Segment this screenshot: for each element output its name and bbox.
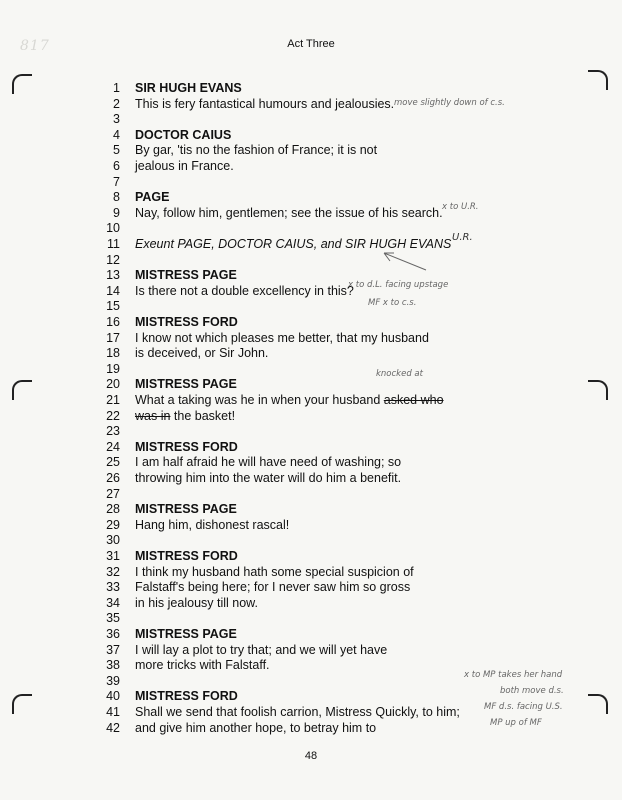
line-text [135, 96, 394, 112]
line-content: in his jealousy till now. [135, 595, 258, 610]
annotation: both move d.s. [500, 686, 564, 696]
dialogue-line [0, 174, 622, 190]
line-content: MISTRESS PAGE [135, 268, 237, 283]
line-content: What a taking was he in when your husband [135, 393, 381, 407]
dialogue-line [0, 345, 622, 361]
line-content: MISTRESS FORD [135, 689, 238, 704]
arrow-icon [380, 250, 430, 272]
line-content: PAGE [135, 190, 170, 205]
line-text [135, 127, 231, 143]
dialogue-line [0, 486, 622, 502]
line-number: 17 [106, 330, 120, 345]
line-number: 12 [106, 252, 120, 267]
dialogue-line [0, 610, 622, 626]
dialogue-line [0, 220, 622, 236]
line-text [135, 704, 460, 720]
dialogue-line [0, 579, 622, 595]
line-number: 38 [106, 658, 120, 673]
annotation: x to d.L. facing upstage [348, 280, 449, 290]
speaker-name-line [0, 439, 622, 455]
speaker-name-line [0, 626, 622, 642]
speaker-name-line [0, 548, 622, 564]
dialogue-line [0, 532, 622, 548]
line-content: I think my husband hath some special suspicion of [135, 564, 414, 579]
line-number: 24 [106, 439, 120, 454]
line-number: 10 [106, 221, 120, 236]
line-text [135, 267, 237, 283]
line-content: throwing him into the water will do him a benefit. [135, 471, 402, 485]
speaker-name-line [0, 80, 622, 96]
annotation: MF d.s. facing U.S. [484, 702, 563, 712]
dialogue-line [0, 142, 622, 158]
line-number: 35 [106, 611, 120, 626]
line-text [135, 548, 238, 564]
line-content: I know not which pleases me better, that my husband [135, 330, 429, 345]
line-text [135, 564, 414, 580]
line-number: 42 [106, 720, 120, 735]
annotation: MF x to c.s. [368, 298, 417, 308]
dialogue-line [0, 205, 622, 221]
line-number: 41 [106, 705, 120, 719]
dialogue-line [0, 392, 622, 408]
line-text [135, 205, 443, 221]
line-content: MISTRESS FORD [135, 315, 238, 329]
line-number: 34 [106, 595, 120, 610]
line-number: 27 [106, 486, 120, 501]
line-content: SIR HUGH EVANS [135, 81, 242, 95]
line-content: jealous in France. [135, 159, 234, 173]
line-text [135, 142, 377, 158]
speaker-name-line [0, 189, 622, 205]
line-content: I am half afraid he will have need of washing; so [135, 455, 402, 470]
line-number: 30 [106, 533, 120, 548]
line-content: MISTRESS FORD [135, 549, 238, 563]
dialogue-line [0, 564, 622, 580]
line-text [135, 392, 444, 408]
line-number: 1 [113, 81, 120, 95]
line-number: 21 [106, 393, 120, 407]
line-number: 6 [113, 159, 120, 173]
line-content: MISTRESS FORD [135, 439, 238, 454]
dialogue-line [0, 158, 622, 174]
struck-text: was in [135, 408, 171, 423]
dialogue-line [0, 361, 622, 377]
dialogue-line [0, 96, 622, 112]
line-number: 3 [113, 112, 120, 127]
line-text [135, 579, 410, 595]
line-number: 32 [106, 564, 120, 579]
line-text [135, 330, 429, 346]
annotation: knocked at [376, 369, 423, 379]
line-text [135, 595, 258, 611]
line-content: By gar, 'tis no the fashion of France; it is not [135, 143, 378, 158]
line-number: 13 [106, 268, 120, 283]
speaker-name-line [0, 127, 622, 143]
line-text [135, 501, 237, 517]
line-content: more tricks with Falstaff. [135, 658, 270, 673]
line-number: 33 [106, 580, 120, 595]
line-text [135, 642, 387, 658]
line-content: Hang him, dishonest rascal! [135, 517, 290, 532]
line-text [135, 189, 170, 205]
line-number: 15 [106, 299, 120, 314]
line-number: 28 [106, 502, 120, 517]
speaker-name-line [0, 376, 622, 392]
dialogue-line [0, 517, 622, 533]
line-text [135, 470, 401, 486]
dialogue-line [0, 298, 622, 314]
speaker-name-line [0, 501, 622, 517]
dialogue-line [0, 595, 622, 611]
struck-text: asked who [383, 393, 444, 407]
page-header: Act Three [287, 38, 335, 50]
dialogue-line [0, 330, 622, 346]
annotation: x to U.R. [442, 202, 479, 212]
line-number: 14 [106, 283, 120, 298]
line-text [135, 439, 238, 455]
line-number: 16 [106, 315, 120, 329]
line-number: 18 [106, 346, 120, 361]
line-text [135, 454, 401, 470]
line-content: MISTRESS PAGE [135, 377, 237, 392]
line-number: 9 [113, 205, 120, 220]
dialogue-line [0, 111, 622, 127]
line-content: the basket! [173, 408, 236, 423]
line-text [135, 314, 238, 330]
line-number: 36 [106, 627, 120, 641]
line-text [135, 626, 237, 642]
dialogue-line [0, 408, 622, 424]
line-content: Exeunt PAGE, DOCTOR CAIUS, and SIR HUGH EVANS [135, 237, 452, 251]
line-text [135, 376, 237, 392]
dialogue-line [0, 470, 622, 486]
line-number: 2 [113, 96, 120, 111]
line-text [135, 80, 242, 96]
line-number: 26 [106, 471, 120, 485]
annotation: U.R. [452, 232, 473, 243]
line-number: 22 [106, 408, 120, 423]
dialogue-line [0, 252, 622, 268]
dialogue-line [0, 454, 622, 470]
line-content: I will lay a plot to try that; and we will yet have [135, 642, 388, 657]
line-number: 25 [106, 455, 120, 470]
page-number: 48 [304, 750, 318, 762]
line-content: Nay, follow him, gentlemen; see the issue of his search. [135, 205, 443, 220]
line-number: 31 [106, 549, 120, 563]
line-text [135, 720, 376, 736]
line-content: This is fery fantastical humours and jealousies. [135, 96, 395, 111]
line-text [135, 688, 238, 704]
line-text [135, 345, 268, 361]
dialogue-line [0, 283, 622, 299]
line-number: 8 [113, 190, 120, 205]
line-number: 37 [106, 642, 120, 657]
line-text [135, 408, 235, 424]
line-text [135, 283, 354, 299]
line-content: Falstaff's being here; for I never saw him so gross [135, 580, 411, 595]
stage-direction-line [0, 236, 622, 252]
line-number: 5 [113, 143, 120, 158]
line-content: Is there not a double excellency in this? [135, 283, 354, 298]
line-number: 11 [107, 237, 120, 251]
dialogue-line [0, 423, 622, 439]
line-content: MISTRESS PAGE [135, 502, 237, 517]
line-text [135, 517, 289, 533]
line-content: Shall we send that foolish carrion, Mistress Quickly, to him; [135, 705, 460, 719]
line-number: 19 [106, 361, 120, 376]
line-number: 20 [106, 377, 120, 392]
line-number: 23 [106, 424, 120, 439]
line-number: 40 [106, 689, 120, 704]
annotation: MP up of MF [490, 718, 542, 728]
line-content: and give him another hope, to betray him to [135, 720, 377, 735]
line-content: DOCTOR CAIUS [135, 127, 232, 142]
line-content: is deceived, or Sir John. [135, 346, 269, 361]
annotation: move slightly down of c.s. [394, 98, 505, 108]
speaker-name-line [0, 267, 622, 283]
dialogue-line [0, 642, 622, 658]
faint-mark: 817 [20, 38, 50, 54]
line-text [135, 158, 234, 174]
line-number: 29 [106, 517, 120, 532]
annotation: x to MP takes her hand [464, 670, 563, 680]
line-number: 39 [106, 673, 120, 688]
speaker-name-line [0, 314, 622, 330]
line-number: 7 [113, 174, 120, 189]
line-number: 4 [113, 127, 120, 142]
line-content: MISTRESS PAGE [135, 627, 237, 641]
line-text [135, 657, 270, 673]
